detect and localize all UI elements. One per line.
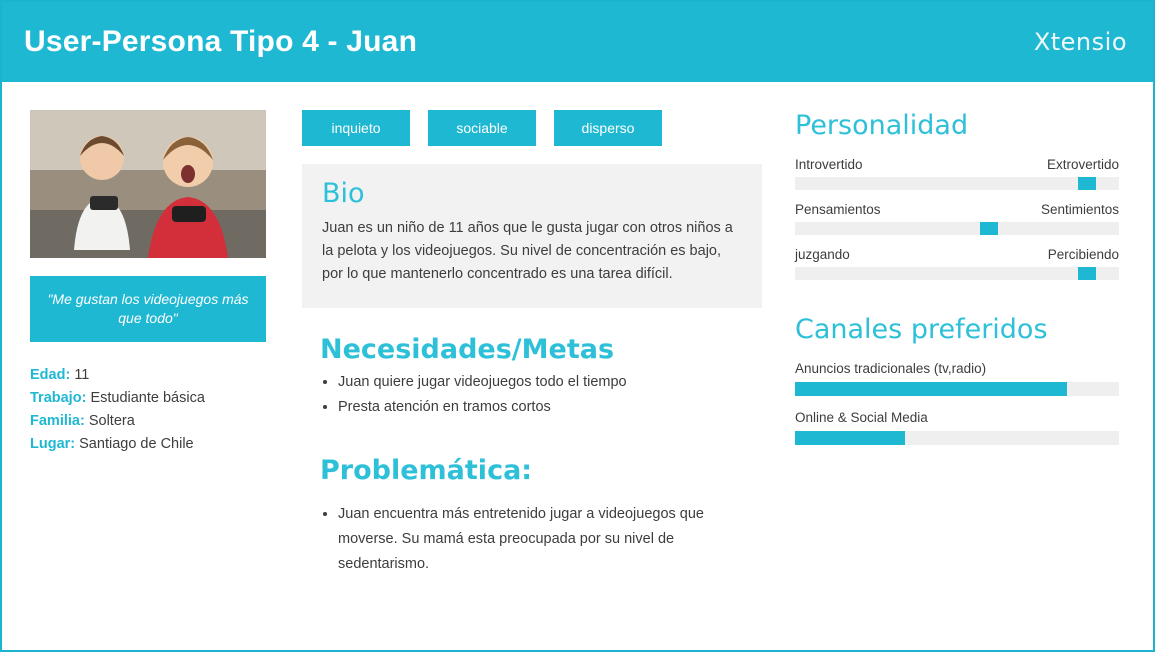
scale-track[interactable] <box>795 177 1119 190</box>
scale-labels <box>795 202 1119 217</box>
channel-track[interactable] <box>795 382 1119 396</box>
persona-facts <box>30 364 268 456</box>
scale-left-label: juzgando <box>795 247 850 262</box>
scale-labels <box>795 157 1119 172</box>
channel-track[interactable] <box>795 431 1119 445</box>
brand-logo: Xtensio <box>1033 28 1127 56</box>
profile-column <box>30 110 268 456</box>
channel-bar <box>795 361 1119 396</box>
list-item: • Juan quiere jugar videojuegos todo el tiempo <box>338 371 762 394</box>
list-item: • Juan encuentra más entretenido jugar a videojuegos que moverse. Su mamá esta preocupada por su nivel de sedentarismo. <box>338 502 762 577</box>
scale-right-label: Extrovertido <box>1046 157 1119 172</box>
persona-quote: "Me gustan los videojuegos más que todo" <box>30 276 266 342</box>
scale-track[interactable] <box>795 267 1119 280</box>
channel-label: Anuncios tradicionales (tv,radio) <box>795 361 987 376</box>
channel-label: Online & Social Media <box>795 410 928 425</box>
fact-label-lugar: Lugar: <box>30 436 76 452</box>
fact-label-edad: Edad: <box>30 367 71 383</box>
trait-tags <box>302 110 762 146</box>
needs-list <box>302 371 762 419</box>
problem-list <box>302 502 762 577</box>
scale-right-label: Sentimientos <box>1040 202 1119 217</box>
scale-labels <box>795 247 1119 262</box>
problem-title: Problemática: <box>320 455 533 486</box>
fact-value-trabajo: Estudiante básica <box>90 390 205 406</box>
bio-title: Bio <box>322 178 365 209</box>
bio-text: Juan es un niño de 11 años que le gusta jugar con otros niños a la pelota y los videojuegos. Su nivel de concentración es bajo, por lo que mantenerlo concentrado es una tarea difícil. <box>322 220 733 282</box>
channel-bar <box>795 410 1119 445</box>
scale-left-label: Pensamientos <box>795 202 881 217</box>
trait-tag[interactable]: sociable <box>428 110 536 146</box>
main-column <box>302 110 762 579</box>
trait-tag[interactable]: disperso <box>554 110 662 146</box>
scale-left-label: Introvertido <box>795 157 863 172</box>
scale-right-label: Percibiendo <box>1047 247 1119 262</box>
personality-scale <box>795 202 1119 235</box>
fact-row-trabajo <box>30 387 268 410</box>
needs-section <box>302 334 762 419</box>
photo-illustration <box>30 110 266 258</box>
header-bar <box>2 2 1153 82</box>
channel-fill <box>795 431 905 445</box>
personality-title: Personalidad <box>795 110 969 141</box>
fact-label-trabajo: Trabajo: <box>30 390 87 406</box>
persona-photo <box>30 110 266 258</box>
problem-section <box>302 455 762 577</box>
list-item: • Presta atención en tramos cortos <box>338 396 762 419</box>
fact-row-familia <box>30 410 268 433</box>
fact-value-familia: Soltera <box>88 413 135 429</box>
scale-knob[interactable] <box>980 222 998 235</box>
fact-row-edad <box>30 364 268 387</box>
needs-title: Necesidades/Metas <box>320 334 615 365</box>
metrics-column <box>795 110 1119 459</box>
scale-track[interactable] <box>795 222 1119 235</box>
page-title: User-Persona Tipo 4 - Juan <box>24 25 418 58</box>
fact-label-familia: Familia: <box>30 413 85 429</box>
fact-value-lugar: Santiago de Chile <box>79 436 194 452</box>
channels-section <box>795 314 1119 445</box>
bio-panel <box>302 164 762 308</box>
scale-knob[interactable] <box>1078 267 1096 280</box>
fact-row-lugar <box>30 433 268 456</box>
trait-tag[interactable]: inquieto <box>302 110 410 146</box>
channels-title: Canales preferidos <box>795 314 1048 345</box>
fact-value-edad: 11 <box>74 367 90 383</box>
personality-scale <box>795 157 1119 190</box>
scale-knob[interactable] <box>1078 177 1096 190</box>
personality-scale <box>795 247 1119 280</box>
channel-fill <box>795 382 1067 396</box>
